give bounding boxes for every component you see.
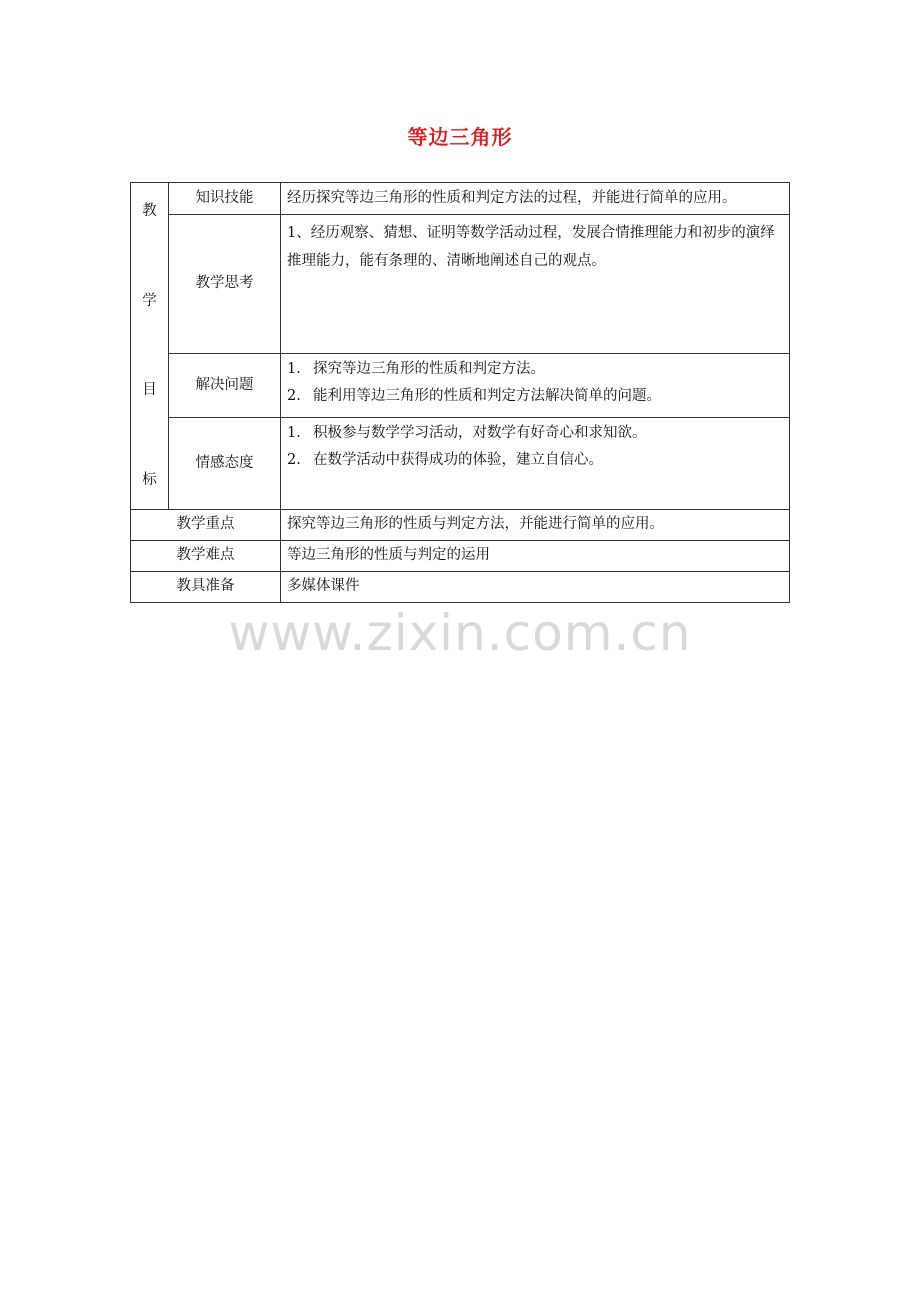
thinking-text bbox=[281, 215, 790, 354]
problem-solving-list bbox=[281, 354, 790, 418]
document-title: 等边三角形 bbox=[407, 125, 513, 149]
difficult-point-text: 等边三角形的性质与判定的运用 bbox=[281, 541, 790, 572]
item-text: 探究等边三角形的性质和判定方法。 bbox=[313, 361, 545, 377]
item-number: 1. bbox=[287, 425, 301, 441]
attitude-label: 情感态度 bbox=[169, 418, 281, 510]
attitude-list bbox=[281, 418, 790, 510]
difficult-point-label: 教学难点 bbox=[131, 541, 281, 572]
key-point-text: 探究等边三角形的性质与判定方法，并能进行简单的应用。 bbox=[281, 510, 790, 541]
group-label-char: 教 bbox=[142, 203, 157, 219]
item-number: 2. bbox=[287, 388, 301, 405]
table-row-thinking bbox=[131, 215, 790, 354]
table-row-difficult-point bbox=[131, 541, 790, 572]
table-row-knowledge bbox=[131, 183, 790, 215]
key-point-label: 教学重点 bbox=[131, 510, 281, 541]
thinking-label: 教学思考 bbox=[169, 215, 281, 354]
item-text: 在数学活动中获得成功的体验，建立自信心。 bbox=[313, 452, 603, 469]
table-row-key-point bbox=[131, 510, 790, 541]
table-row-problem-solving bbox=[131, 354, 790, 418]
problem-solving-label: 解决问题 bbox=[169, 354, 281, 418]
item-number: 1. bbox=[287, 361, 301, 377]
list-item bbox=[287, 386, 783, 407]
group-label-char: 学 bbox=[142, 292, 157, 309]
knowledge-text: 经历探究等边三角形的性质和判定方法的过程，并能进行简单的应用。 bbox=[281, 183, 790, 215]
table-row-attitude bbox=[131, 418, 790, 510]
knowledge-label: 知识技能 bbox=[169, 183, 281, 215]
item-text: 积极参与数学学习活动，对数学有好奇心和求知欲。 bbox=[313, 425, 647, 441]
materials-text: 多媒体课件 bbox=[281, 572, 790, 603]
objectives-group-label bbox=[131, 183, 169, 510]
thinking-text-content: 1、经历观察、猜想、证明等数学活动过程，发展合情推理能力和初步的演绎推理能力，能有条理的、清晰地阐述自己的观点。 bbox=[287, 225, 775, 269]
list-item bbox=[287, 359, 783, 380]
lesson-plan-table bbox=[130, 182, 790, 603]
materials-label: 教具准备 bbox=[131, 572, 281, 603]
list-item bbox=[287, 423, 783, 444]
watermark: www.zixin.com.cn bbox=[228, 604, 692, 662]
item-text: 能利用等边三角形的性质和判定方法解决简单的问题。 bbox=[313, 388, 661, 405]
list-item bbox=[287, 450, 783, 471]
item-number: 2. bbox=[287, 452, 301, 469]
table-row-materials bbox=[131, 572, 790, 603]
group-label-char: 标 bbox=[142, 471, 157, 488]
group-label-char: 目 bbox=[142, 382, 157, 399]
